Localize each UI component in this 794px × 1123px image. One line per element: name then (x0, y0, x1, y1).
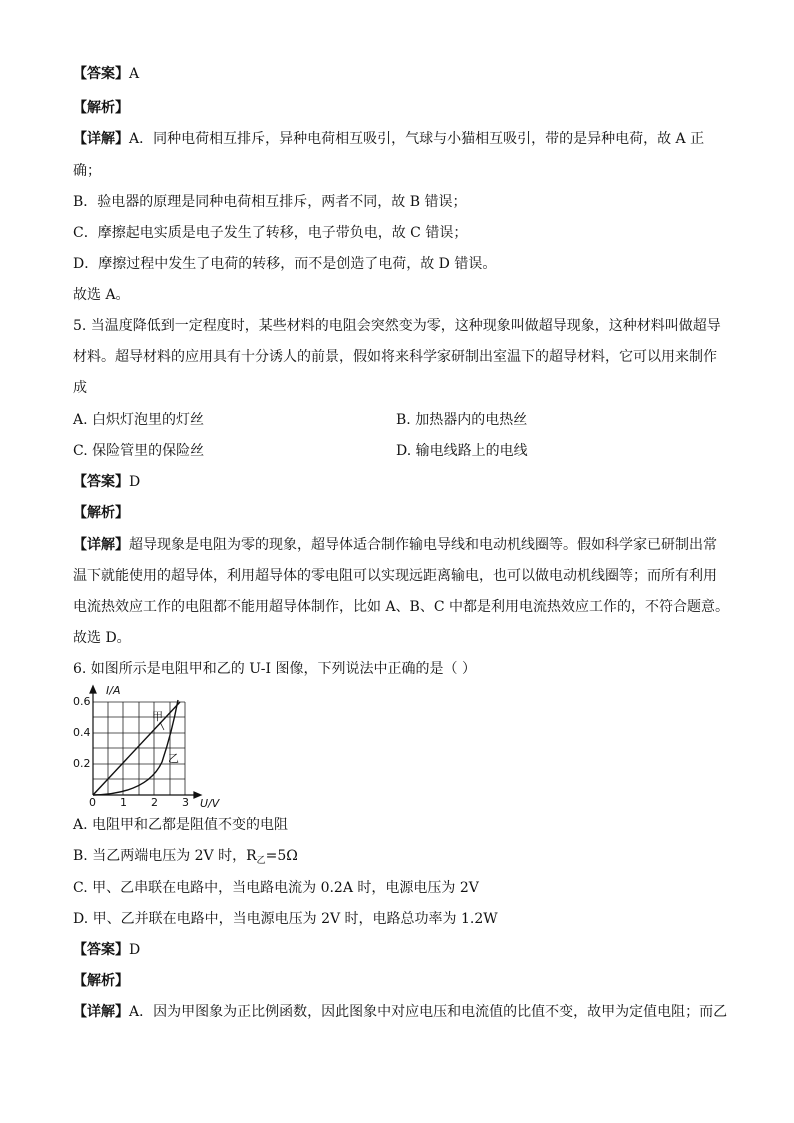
q5-detail-line2: 温下就能使用的超导体，利用超导体的零电阻可以实现远距离输电，也可以做电动机线圈等；而所有利用 (73, 568, 717, 584)
q5-conclusion: 故选 D。 (73, 630, 131, 646)
answer-label: 【答案】 (73, 474, 129, 490)
q4-answer (73, 64, 139, 84)
answer-label: 【答案】 (73, 66, 129, 82)
q4-detail-a2: 确； (73, 163, 101, 179)
q4-conclusion: 故选 A。 (73, 287, 130, 303)
q5-option-b: B. 加热器内的电热丝 (396, 412, 528, 428)
q4-detail-a1 (73, 129, 704, 149)
q6-option-a: A. 电阻甲和乙都是阻值不变的电阻 (73, 817, 289, 833)
option-text: =5Ω (265, 848, 298, 864)
q4-analysis-label: 【解析】 (73, 100, 129, 116)
q4-detail-b: B．验电器的原理是同种电荷相互排斥，两者不同，故 B 错误； (73, 194, 467, 210)
answer-value: A (129, 66, 140, 82)
q5-stem-line3: 成 (73, 380, 87, 396)
q6-detail-a (73, 1002, 727, 1022)
detail-label: 【详解】 (73, 537, 129, 553)
q5-detail-line1 (73, 535, 717, 555)
q4-detail-c: C．摩擦起电实质是电子发生了转移，电子带负电，故 C 错误； (73, 225, 468, 241)
x-tick-label: 1 (120, 796, 127, 809)
y-tick-label: 0.6 (73, 695, 91, 708)
q4-detail-d: D．摩擦过程中发生了电荷的转移，而不是创造了电荷，故 D 错误。 (73, 256, 497, 272)
q5-option-a: A. 白炽灯泡里的灯丝 (73, 412, 205, 428)
x-axis-label: U/V (200, 797, 220, 810)
q5-detail-line3: 电流热效应工作的电阻都不能用超导体制作，比如 A、B、C 中都是利用电流热效应工作的，不符合题意。 (73, 599, 730, 615)
q5-analysis-label: 【解析】 (73, 505, 129, 521)
q5-option-c: C. 保险管里的保险丝 (73, 443, 205, 459)
y-tick-label: 0.4 (73, 726, 91, 739)
y-axis-label: I/A (106, 684, 121, 697)
answer-value: D (129, 474, 141, 490)
detail-label: 【详解】 (73, 131, 129, 147)
q6-analysis-label: 【解析】 (73, 973, 129, 989)
option-text: B. 当乙两端电压为 2V 时，R (73, 848, 257, 864)
answer-label: 【答案】 (73, 942, 129, 958)
q5-option-d: D. 输电线路上的电线 (396, 443, 528, 459)
detail-text: A．因为甲图象为正比例函数，因此图象中对应电压和电流值的比值不变，故甲为定值电阻；而乙 (129, 1004, 728, 1020)
q5-answer (73, 472, 140, 492)
q6-answer (73, 940, 140, 960)
detail-label: 【详解】 (73, 1004, 129, 1020)
detail-text: 超导现象是电阻为零的现象，超导体适合制作输电导线和电动机线圈等。假如科学家已研制出常 (129, 537, 717, 553)
x-tick-label: 2 (151, 796, 158, 809)
q6-option-c: C. 甲、乙串联在电路中，当电路电流为 0.2A 时，电源电压为 2V (73, 880, 479, 896)
x-tick-label: 3 (182, 796, 189, 809)
q5-stem-line1: 5. 当温度降低到一定程度时，某些材料的电阻会突然变为零，这种现象叫做超导现象，这种材料叫做超导 (73, 318, 721, 334)
q6-option-d: D. 甲、乙并联在电路中，当电源电压为 2V 时，电路总功率为 1.2W (73, 911, 498, 927)
detail-text: A．同种电荷相互排斥，异种电荷相互吸引，气球与小猫相互吸引，带的是异种电荷，故 A 正 (129, 131, 705, 147)
q6-stem: 6. 如图所示是电阻甲和乙的 U-I 图像，下列说法中正确的是（ ） (73, 661, 476, 677)
q6-ui-graph (72, 682, 232, 812)
curve-jia-label: 甲 (152, 710, 163, 723)
q5-stem-line2: 材料。超导材料的应用具有十分诱人的前景，假如将来科学家研制出室温下的超导材料，它可以用来制作 (73, 349, 717, 365)
answer-value: D (129, 942, 141, 958)
x-tick-label: 0 (89, 796, 96, 809)
subscript: 乙 (256, 856, 266, 866)
label-leader-jia (160, 722, 164, 730)
curve-yi-label: 乙 (168, 752, 179, 765)
y-tick-label: 0.2 (73, 757, 91, 770)
q6-option-b (73, 846, 298, 871)
